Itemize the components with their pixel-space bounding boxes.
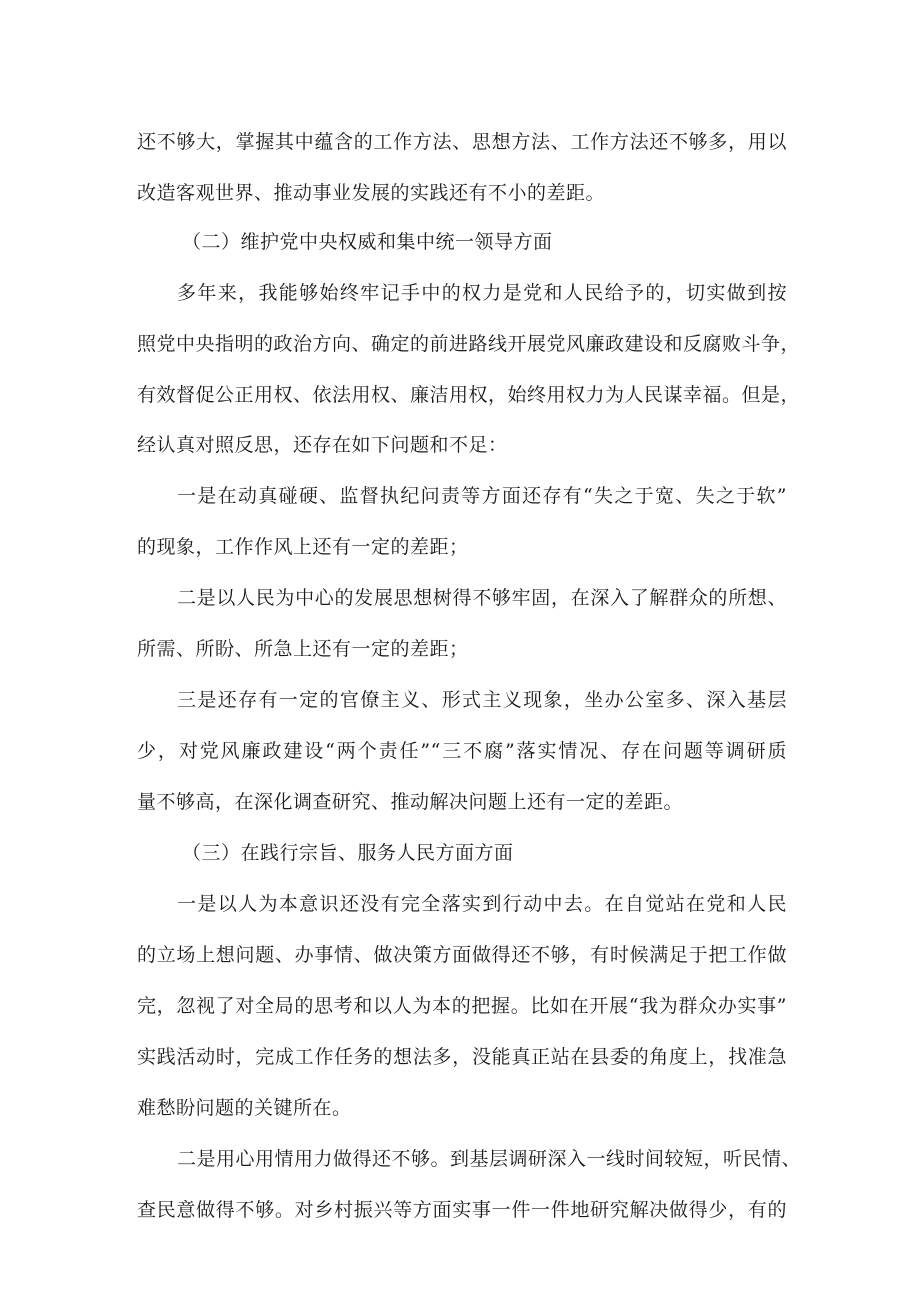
text-line: 完，忽视了对全局的思考和以人为本的把握。比如在开展“我为群众办实事”	[137, 995, 787, 1017]
text-line: 照党中央指明的政治方向、确定的前进路线开展党风廉政建设和反腐败斗争，	[137, 333, 801, 355]
section-heading: （三）在践行宗旨、服务人民方面方面	[182, 842, 514, 864]
text-line: 难愁盼问题的关键所在。	[137, 1097, 352, 1119]
text-line: 的立场上想问题、办事情、做决策方面做得还不够，有时候满足于把工作做	[137, 944, 787, 966]
text-line: 有效督促公正用权、依法用权、廉洁用权，始终用权力为人民谋幸福。但是，	[137, 384, 801, 406]
text-line: 量不够高，在深化调查研究、推动解决问题上还有一定的差距。	[137, 791, 684, 813]
text-line: 改造客观世界、推动事业发展的实践还有不小的差距。	[137, 182, 606, 204]
text-line: 所需、所盼、所急上还有一定的差距；	[137, 638, 469, 660]
text-line: 二是用心用情用力做得还不够。到基层调研深入一线时间较短，听民情、	[177, 1148, 802, 1170]
text-line: 二是以人民为中心的发展思想树得不够牢固，在深入了解群众的所想、	[177, 587, 787, 609]
text-line: 一是以人为本意识还没有完全落实到行动中去。在自觉站在党和人民	[177, 893, 787, 915]
text-line: 查民意做得不够。对乡村振兴等方面实事一件一件地研究解决做得少，有的	[137, 1199, 787, 1221]
text-line: 一是在动真碰硬、监督执纪问责等方面还存有“失之于宽、失之于软”	[177, 485, 787, 507]
text-line: 的现象，工作作风上还有一定的差距；	[137, 536, 469, 558]
text-line: 还不够大，掌握其中蕴含的工作方法、思想方法、工作方法还不够多，用以	[137, 131, 787, 153]
text-line: 实践活动时，完成工作任务的想法多，没能真正站在县委的角度上，找准急	[137, 1046, 787, 1068]
section-heading: （二）维护党中央权威和集中统一领导方面	[182, 231, 553, 253]
text-line: 经认真对照反思，还存在如下问题和不足：	[137, 434, 508, 456]
text-line: 多年来，我能够始终牢记手中的权力是党和人民给予的，切实做到按	[177, 282, 787, 304]
text-line: 三是还存有一定的官僚主义、形式主义现象，坐办公室多、深入基层	[177, 689, 787, 711]
text-line: 少，对党风廉政建设“两个责任”“三不腐”落实情况、存在问题等调研质	[137, 740, 787, 762]
